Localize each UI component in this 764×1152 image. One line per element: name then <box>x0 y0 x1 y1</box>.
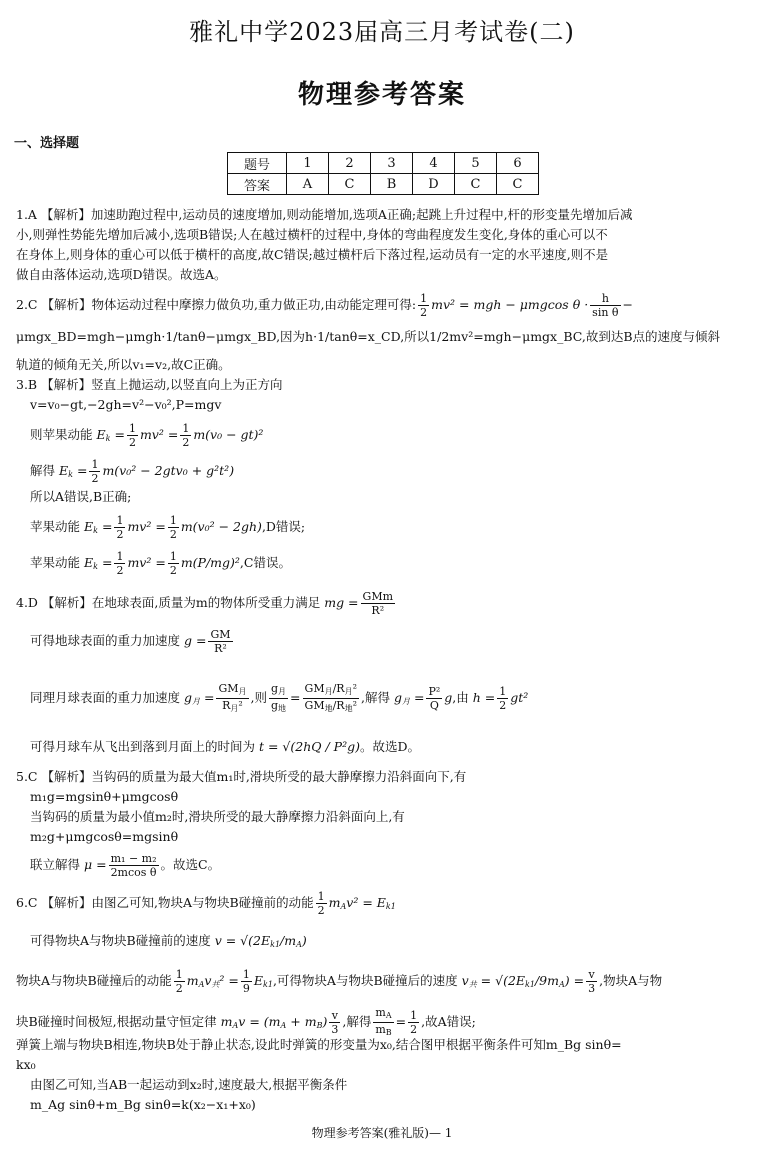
text-line: 苹果动能 $E_k$ = $\frac{1}{2}$ mv² = $\frac{1}{2}$ m(v₀² − 2gh),D错误; <box>30 514 306 541</box>
text-line: kx₀ <box>16 1057 36 1072</box>
text-span: 物块A与物块B碰撞后的动能 <box>16 973 172 988</box>
text-line: μmgx_BD=mgh−μmgh·1/tanθ−μmgx_BD,因为h·1/tanθ=x_CD,所以1/2mv²=mgh−μmgx_BC,故到达B点的速度与倾斜 <box>16 329 721 344</box>
text-span: 2.C 【解析】物体运动过程中摩擦力做负功,重力做正功,由动能定理可得: <box>16 297 417 312</box>
text-line: 可得月球车从飞出到落到月面上的时间为 t = √(2hQ / P²g)。故选D。 <box>30 739 421 754</box>
table-cell: C <box>455 174 497 195</box>
text-span: 同理月球表面的重力加速度 <box>30 690 181 705</box>
table-cell: 3 <box>371 153 413 174</box>
text-line: 联立解得 μ = $\frac{\text{m₁ − m₂}}{\text{2mcos θ}}$ 。故选C。 <box>30 852 221 879</box>
text-span: 可得地球表面的重力加速度 <box>30 633 181 648</box>
table-row <box>228 174 539 195</box>
text-line: m₂g+μmgcosθ=mgsinθ <box>30 829 179 844</box>
table-cell: 1 <box>287 153 329 174</box>
text-span: 6.C 【解析】由图乙可知,物块A与物块B碰撞前的动能 <box>16 895 314 910</box>
table-cell: A <box>287 174 329 195</box>
table-cell: 6 <box>497 153 539 174</box>
text-line: 弹簧上端与物块B相连,物块B处于静止状态,设此时弹簧的形变量为x₀,结合图甲根据平衡条件可知m_Bg sinθ= <box>16 1037 622 1052</box>
text-span: 解得 <box>30 463 56 478</box>
text-line: 小,则弹性势能先增加后减小,选项B错误;人在越过横杆的过程中,身体的弯曲程度发生变化,身体的重心可以不 <box>16 227 608 242</box>
text-line: m_Ag sinθ+m_Bg sinθ=k(x₂−x₁+x₀) <box>30 1097 256 1112</box>
answer-title: 物理参考答案 <box>297 80 466 110</box>
exam-title: 雅礼中学2023届高三月考试卷(二) <box>189 18 575 46</box>
text-line: m₁g=mgsinθ+μmgcosθ <box>30 789 179 804</box>
text-line: 由图乙可知,当AB一起运动到x₂时,速度最大,根据平衡条件 <box>30 1077 348 1092</box>
table-cell: C <box>497 174 539 195</box>
text-line: 所以A错误,B正确; <box>30 489 132 504</box>
text-span: 联立解得 <box>30 857 81 872</box>
text-line: 轨道的倾角无关,所以v₁=v₂,故C正确。 <box>16 357 231 372</box>
table-cell: 2 <box>329 153 371 174</box>
page-footer: 物理参考答案(雅礼版)— 1 <box>311 1126 453 1140</box>
table-cell: C <box>329 174 371 195</box>
text-line: 苹果动能 $E_k$ = $\frac{1}{2}$ mv² = $\frac{1}{2}$ m(P/mg)²,C错误。 <box>30 550 291 577</box>
text-line: 在身体上,则身体的重心可以低于横杆的高度,故C错误;越过横杆后下落过程,运动员有一定的水平速度,则不是 <box>16 247 609 262</box>
table-cell: D <box>413 174 455 195</box>
table-cell: 题号 <box>228 153 287 174</box>
table-cell: B <box>371 174 413 195</box>
text-span: 块B碰撞时间极短,根据动量守恒定律 <box>16 1014 217 1029</box>
table-cell: 答案 <box>228 174 287 195</box>
answer-table <box>227 152 539 195</box>
text-line: 3.B 【解析】竖直上抛运动,以竖直向上为正方向 <box>16 377 283 392</box>
table-cell: 5 <box>455 153 497 174</box>
text-span: 则苹果动能 <box>30 427 93 442</box>
text-span: 可得物块A与物块B碰撞前的速度 <box>30 933 211 948</box>
text-span: 可得月球车从飞出到落到月面上的时间为 <box>30 739 256 754</box>
text-line: v=v₀−gt,−2gh=v²−v₀²,P=mgv <box>30 397 222 412</box>
text-line: 5.C 【解析】当钩码的质量为最大值m₁时,滑块所受的最大静摩擦力沿斜面向下,有 <box>16 769 467 784</box>
text-line: 块B碰撞时间极短,根据动量守恒定律 $m_Av = (m_A + m_B)$ $\frac{v}{3}$ ,解得 $\frac{m_A}{m_B}$ = $\frac{1}{2}$ ,故A错误; <box>16 1006 476 1037</box>
text-line: 1.A 【解析】加速助跑过程中,运动员的速度增加,则动能增加,选项A正确;起跳上升过程中,杆的形变量先增加后减 <box>16 207 633 222</box>
text-line: 当钩码的质量为最小值m₂时,滑块所受的最大静摩擦力沿斜面向上,有 <box>30 809 405 824</box>
text-span: 苹果动能 <box>30 519 81 534</box>
text-line: 解得 $E_k$ = $\frac{1}{2}$ m(v₀² − 2gtv₀ + g²t²) <box>30 458 235 485</box>
text-line: 4.D 【解析】在地球表面,质量为m的物体所受重力满足 mg = $\frac{\text{GMm}}{\text{R²}}$ <box>16 590 394 617</box>
fraction: $\frac{h}{\text{sin θ}}$ <box>592 292 619 319</box>
table-cell: 4 <box>413 153 455 174</box>
table-row <box>228 153 539 174</box>
text-line: 可得物块A与物块B碰撞前的速度 $v = √(2E_{k1}/m_A)$ <box>30 933 307 949</box>
section-heading: 一、选择题 <box>14 136 80 151</box>
text-line: 物块A与物块B碰撞后的动能 $\frac{1}{2}$ $m_Av_共^2$ = $\frac{1}{9}$ $E_{k1}$,可得物块A与物块B碰撞后的速度 $v_共 = √(2E_{k1}/9m_A)$ = $\frac{v}{3}$ ,物块A与物 <box>16 968 663 995</box>
text-line: 做自由落体运动,选项D错误。故选A。 <box>16 267 227 282</box>
text-line: 则苹果动能 $E_k$ = $\frac{1}{2}$ mv² = $\frac{1}{2}$ m(v₀ − gt)² <box>30 422 264 449</box>
text-span: 苹果动能 <box>30 555 81 570</box>
fraction: $\frac{1}{2}$ <box>420 292 428 319</box>
text-span: 4.D 【解析】在地球表面,质量为m的物体所受重力满足 <box>16 595 321 610</box>
text-line: 6.C 【解析】由图乙可知,物块A与物块B碰撞前的动能 $\frac{1}{2}$ $m_Av^2 = E_{k1}$ <box>16 890 396 917</box>
text-line: 同理月球表面的重力加速度 $g_月$ = $\frac{GM_月}{R_月^2}$ ,则 $\frac{g_月}{g_地}$ = $\frac{GM_月/R_月^2}{GM_地/R_地^2}$ ,解得 $g_月$ = $\frac{\text{P²}}{Q}$ g,由 h = $\frac{1}{2}$ gt² <box>30 682 529 713</box>
text-line: 可得地球表面的重力加速度 g = $\frac{GM}{\text{R²}}$ <box>30 628 231 655</box>
text-line: 2.C 【解析】物体运动过程中摩擦力做负功,重力做正功,由动能定理可得: $\frac{1}{2}$ mv² = mgh − μmgcos θ · $\frac{h}{\text{sin θ}}$ − <box>16 292 634 319</box>
